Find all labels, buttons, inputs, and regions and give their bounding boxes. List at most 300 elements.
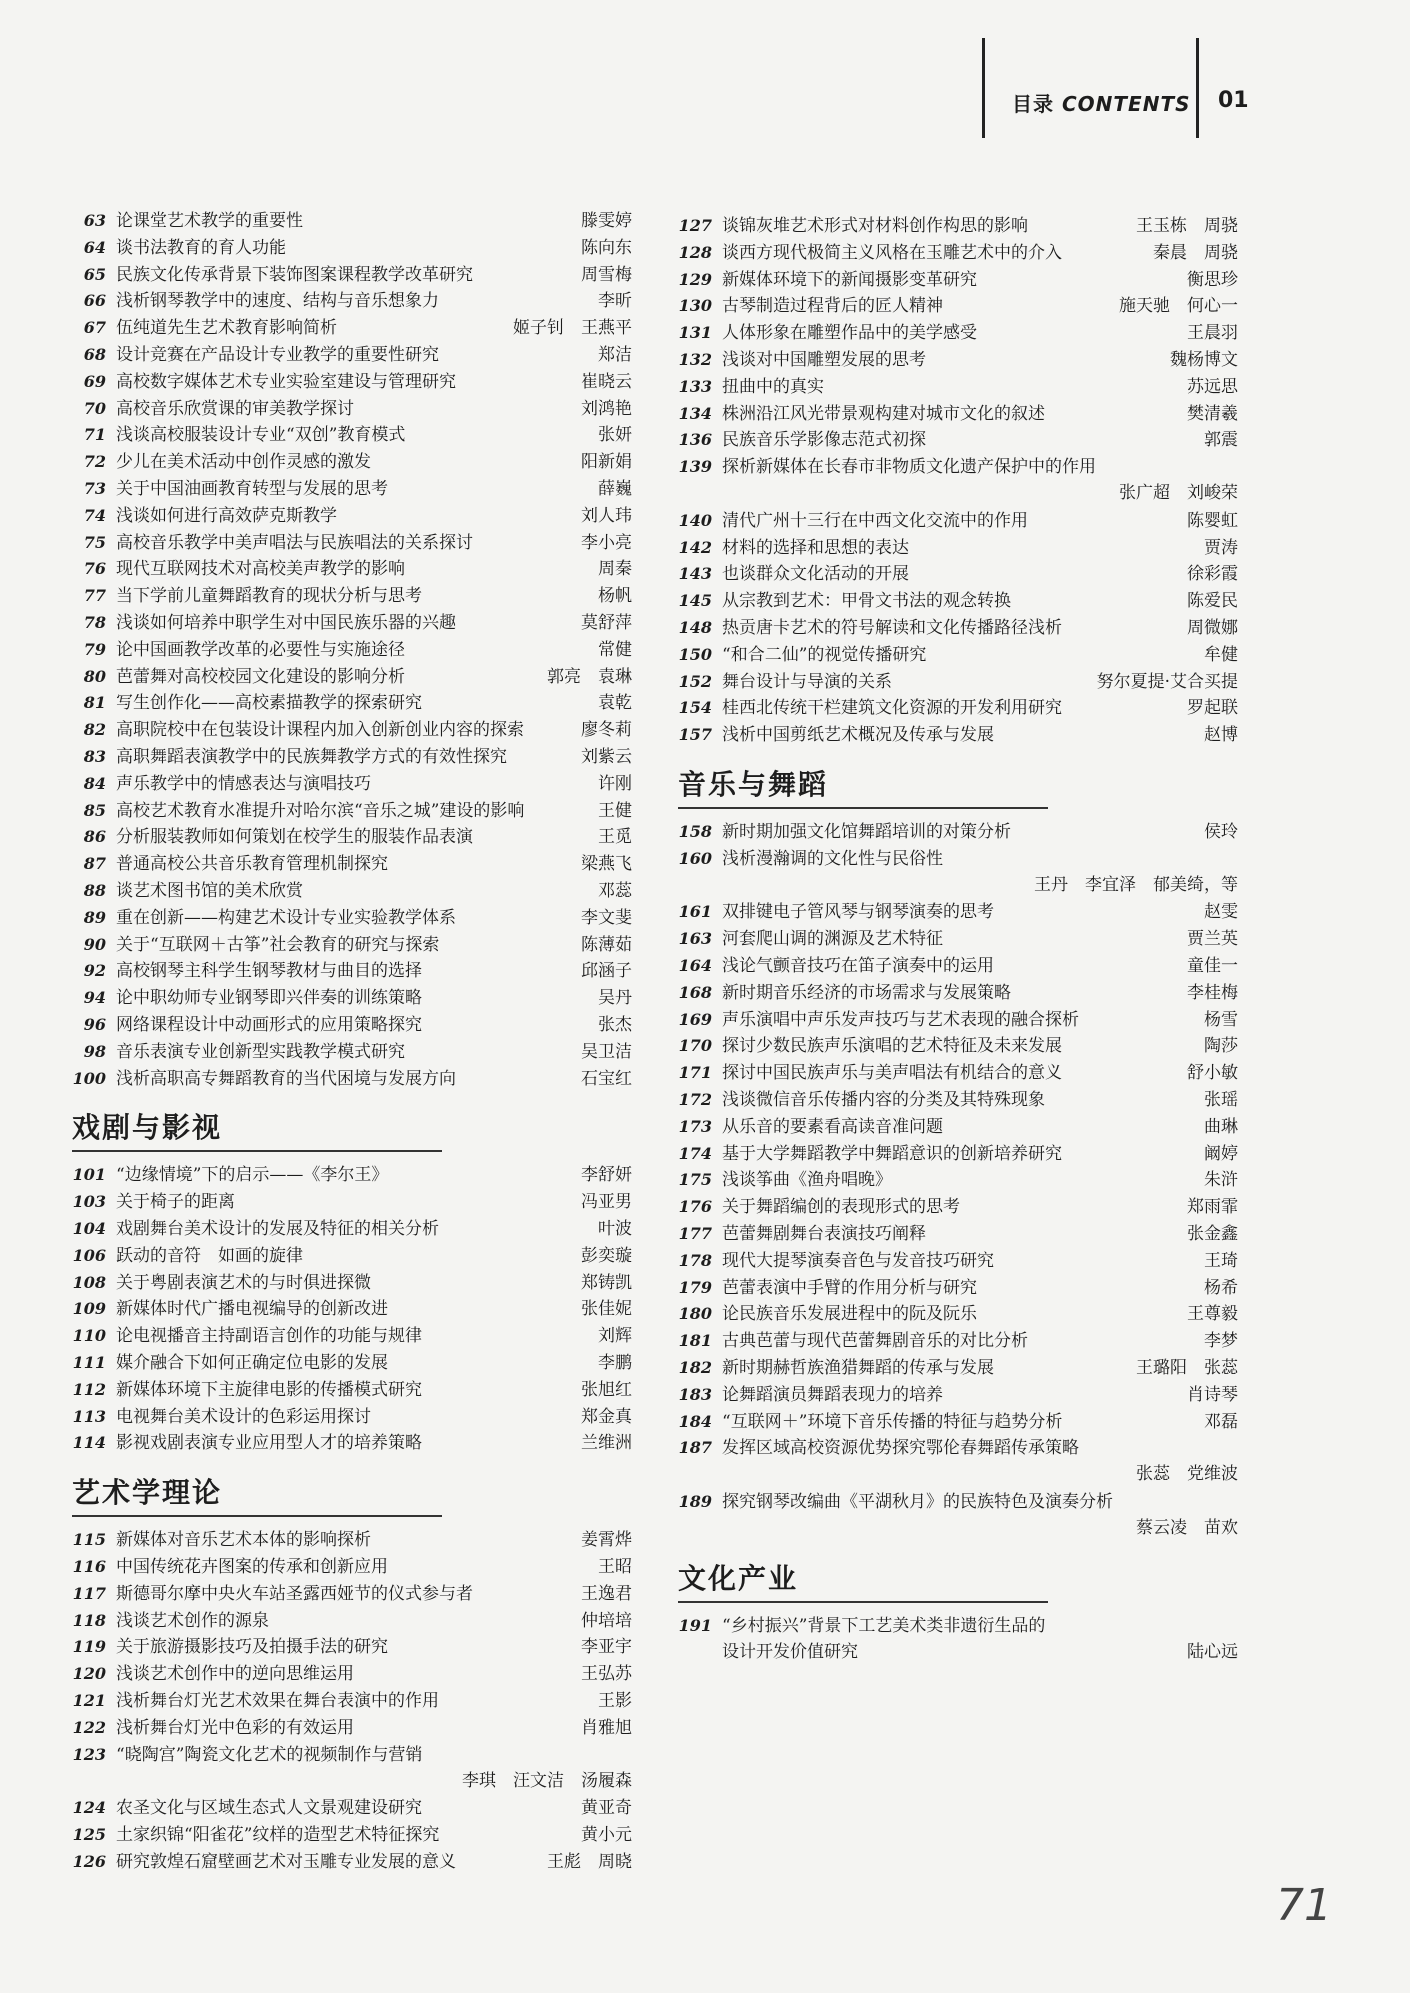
toc-page-number: 117: [72, 1583, 106, 1603]
toc-author: 罗起联: [1187, 698, 1238, 719]
toc-author: 李舒妍: [581, 1165, 632, 1186]
toc-title: 论课堂艺术教学的重要性: [116, 211, 303, 231]
toc-author: 舒小敏: [1187, 1063, 1238, 1084]
toc-title: 斯德哥尔摩中央火车站圣露西娅节的仪式参与者: [116, 1583, 473, 1604]
toc-entry: [678, 1409, 1238, 1435]
toc-title: 桂西北传统干栏建筑文化资源的开发利用研究: [722, 698, 1062, 719]
header-title-en: CONTENTS: [1062, 92, 1191, 116]
toc-title: 论民族音乐发展进程中的阮及阮乐: [722, 1304, 977, 1325]
toc-entry: [72, 1715, 632, 1741]
toc-page-number: 154: [678, 698, 712, 718]
toc-page-number: 113: [72, 1406, 106, 1426]
toc-page-number: 169: [678, 1009, 712, 1029]
toc-entry: [678, 1221, 1238, 1247]
toc-author: 许刚: [598, 773, 632, 794]
toc-title: 新时期赫哲族渔猎舞蹈的传承与发展: [722, 1358, 994, 1378]
toc-entry: [72, 342, 632, 368]
toc-page-number: 96: [83, 1015, 106, 1034]
toc-entry: [72, 1527, 632, 1553]
toc-title: 也谈群众文化活动的开展: [722, 564, 909, 585]
toc-entry: [72, 1554, 632, 1580]
toc-author: 莫舒萍: [581, 613, 632, 633]
toc-title: 浅析钢琴教学中的速度、结构与音乐想象力: [116, 291, 439, 312]
toc-entry: [72, 503, 632, 529]
toc-page-number: 176: [678, 1197, 712, 1217]
toc-entry: [678, 1489, 1238, 1541]
toc-entry: [678, 267, 1238, 293]
toc-author: 李文斐: [581, 907, 632, 928]
toc-title: 探析新媒体在长春市非物质文化遗产保护中的作用: [722, 457, 1096, 478]
toc-title: 电视舞台美术设计的色彩运用探讨: [116, 1406, 371, 1427]
toc-page-number: 189: [678, 1492, 712, 1511]
toc-entry: [678, 347, 1238, 373]
toc-author: 薛巍: [598, 479, 632, 499]
toc-entry: [72, 1581, 632, 1607]
toc-author: 黄亚奇: [581, 1798, 632, 1819]
toc-title: 写生创作化——高校素描教学的探索研究: [116, 693, 422, 714]
toc-title: 关于“互联网＋古筝”社会教育的研究与探索: [116, 934, 440, 955]
toc-title: 伍纯道先生艺术教育影响简析: [116, 318, 337, 339]
toc-entry: [72, 824, 632, 850]
toc-entry: [678, 1060, 1238, 1086]
toc-entry: [72, 1350, 632, 1376]
toc-entry: [678, 374, 1238, 400]
toc-author: 周秦: [598, 559, 632, 580]
toc-title: 古琴制造过程背后的匠人精神: [722, 296, 943, 317]
toc-title: 新媒体环境下主旋律电影的传播模式研究: [116, 1379, 422, 1400]
toc-entry: [72, 315, 632, 341]
toc-page-number: 157: [678, 725, 712, 745]
header-divider-left: [982, 38, 985, 138]
toc-entry: [678, 427, 1238, 453]
toc-title: 论中职幼师专业钢琴即兴伴奏的训练策略: [116, 988, 422, 1009]
toc-page-number: 77: [83, 586, 106, 606]
toc-title: 论舞蹈演员舞蹈表现力的培养: [722, 1384, 943, 1405]
toc-title: 关于舞蹈编创的表现形式的思考: [722, 1197, 960, 1218]
toc-entry: [678, 1435, 1238, 1487]
toc-author: 彭奕璇: [581, 1245, 632, 1266]
toc-title: 中国传统花卉图案的传承和创新应用: [116, 1557, 388, 1577]
section-heading: [72, 1471, 442, 1517]
toc-entry: [72, 744, 632, 770]
header-page-number: 01: [1218, 88, 1249, 113]
toc-author: 牟健: [1204, 644, 1238, 665]
toc-author: 阳新娟: [581, 452, 632, 473]
toc-entry: [72, 1742, 632, 1794]
toc-entry: [678, 1613, 1238, 1665]
toc-title: 音乐表演专业创新型实践教学模式研究: [116, 1041, 405, 1062]
toc-title: 高校数字媒体艺术专业实验室建设与管理研究: [116, 371, 456, 392]
toc-author: 叶波: [598, 1219, 632, 1239]
toc-entry: [72, 1323, 632, 1349]
toc-page-number: 161: [678, 902, 712, 922]
toc-author: 李昕: [598, 291, 632, 312]
toc-title: 谈书法教育的育人功能: [116, 237, 286, 258]
toc-page-number: 123: [72, 1744, 106, 1764]
toc-title: 浅论气颤音技巧在笛子演奏中的运用: [722, 956, 994, 976]
toc-author: 张蕊 党维波: [1136, 1464, 1238, 1485]
toc-entry: [678, 508, 1238, 534]
toc-entry: [678, 1141, 1238, 1167]
toc-page-number: 128: [678, 242, 712, 262]
toc-entry: [72, 476, 632, 502]
toc-entry: [72, 1039, 632, 1065]
toc-author: 陶莎: [1204, 1036, 1238, 1057]
toc-author: 吴丹: [598, 988, 632, 1009]
toc-entry: [72, 1189, 632, 1215]
toc-title: “边缘情境”下的启示——《李尔王》: [116, 1165, 389, 1186]
toc-page-number: 168: [678, 982, 712, 1002]
toc-title: 浅谈筝曲《渔舟唱晚》: [722, 1170, 892, 1191]
toc-author: 杨雪: [1204, 1009, 1238, 1030]
toc-title-continued: 设计开发价值研究: [722, 1641, 858, 1662]
toc-page-number: 94: [83, 988, 106, 1008]
toc-page-number: 86: [83, 827, 106, 847]
toc-entry: [678, 588, 1238, 614]
toc-title: 扭曲中的真实: [722, 376, 824, 397]
toc-author: 陈向东: [581, 237, 632, 258]
toc-author: 王觅: [598, 827, 632, 848]
toc-entry: [72, 262, 632, 288]
toc-author: 张杰: [598, 1015, 632, 1035]
toc-title: 设计竞赛在产品设计专业教学的重要性研究: [116, 345, 439, 365]
toc-author: 刘辉: [598, 1326, 632, 1347]
toc-entry: [72, 1430, 632, 1456]
toc-entry: [72, 1066, 632, 1092]
toc-entry: [678, 1033, 1238, 1059]
toc-page-number: 111: [72, 1353, 106, 1372]
toc-page-number: 136: [678, 430, 712, 450]
toc-entry: [72, 1296, 632, 1322]
toc-title: 农圣文化与区域生态式人文景观建设研究: [116, 1798, 422, 1819]
toc-title: “和合二仙”的视觉传播研究: [722, 644, 927, 665]
toc-page-number: 158: [678, 822, 712, 841]
toc-entry: [678, 1167, 1238, 1193]
toc-title: 河套爬山调的渊源及艺术特征: [722, 929, 943, 950]
toc-entry: [72, 771, 632, 797]
toc-page-number: 133: [678, 376, 712, 396]
toc-page-number: 142: [678, 537, 712, 557]
toc-author: 李亚宇: [581, 1637, 632, 1658]
toc-title: 跃动的音符 如画的旋律: [116, 1245, 303, 1266]
toc-page-number: 182: [678, 1358, 712, 1377]
toc-author: 黄小元: [581, 1825, 632, 1845]
toc-author: 朱浒: [1204, 1170, 1238, 1191]
toc-page-number: 114: [72, 1433, 106, 1453]
toc-page-number: 83: [83, 747, 106, 766]
toc-page-number: 181: [678, 1331, 712, 1351]
toc-page-number: 80: [83, 666, 106, 686]
toc-page-number: 175: [678, 1170, 712, 1190]
toc-entry: [678, 293, 1238, 319]
toc-title: 发挥区域高校资源优势探究鄂伦春舞蹈传承策略: [722, 1438, 1079, 1459]
toc-page-number: 89: [83, 907, 106, 927]
handwritten-page-note: 71: [1276, 1880, 1332, 1931]
toc-author: 李小亮: [581, 532, 632, 553]
toc-author: 张瑶: [1204, 1090, 1238, 1110]
section-heading: [72, 1106, 442, 1152]
toc-author: 王影: [598, 1691, 632, 1711]
toc-entry: [72, 1688, 632, 1714]
header-title-cn: 目录: [1012, 92, 1054, 116]
toc-entry: [678, 695, 1238, 721]
toc-entry: [72, 1377, 632, 1403]
toc-entry: [678, 1328, 1238, 1354]
toc-page-number: 130: [678, 296, 712, 316]
toc-title: 高校钢琴主科学生钢琴教材与曲目的选择: [116, 961, 422, 982]
toc-page-number: 134: [678, 403, 712, 423]
toc-page-number: 120: [72, 1664, 106, 1684]
toc-title: 浅谈艺术创作的源泉: [116, 1610, 269, 1631]
toc-page-number: 110: [72, 1326, 106, 1346]
section-heading-label: 艺术学理论: [72, 1476, 223, 1510]
toc-title: 浅析漫瀚调的文化性与民俗性: [722, 848, 943, 869]
toc-entry: [72, 878, 632, 904]
toc-author: 王玉栋 周骁: [1136, 216, 1238, 236]
toc-page-number: 63: [83, 211, 106, 230]
toc-page-number: 64: [83, 237, 106, 257]
toc-entry: [678, 561, 1238, 587]
toc-page-number: 183: [678, 1384, 712, 1404]
section-heading-label: 音乐与舞蹈: [678, 768, 829, 801]
toc-page-number: 122: [72, 1717, 106, 1737]
toc-page-number: 82: [83, 720, 106, 740]
toc-author: 梁燕飞: [581, 854, 632, 875]
toc-entry: [72, 851, 632, 877]
toc-title: “乡村振兴”背景下工艺美术类非遗衍生品的: [722, 1615, 1046, 1636]
section-heading-rule: [678, 807, 1048, 809]
toc-title: 株洲沿江风光带景观构建对城市文化的叙述: [722, 403, 1045, 424]
toc-title: 芭蕾表演中手臂的作用分析与研究: [722, 1277, 977, 1298]
toc-author: 郑洁: [598, 345, 632, 365]
toc-title: 关于粤剧表演艺术的与时俱进探微: [116, 1272, 371, 1293]
toc-page-number: 104: [72, 1219, 106, 1238]
toc-title: 现代互联网技术对高校美声教学的影响: [116, 559, 405, 580]
toc-author: 李梦: [1204, 1331, 1238, 1352]
toc-page-number: 171: [678, 1063, 712, 1083]
toc-author: 王弘苏: [581, 1664, 632, 1685]
toc-title: 高职舞蹈表演教学中的民族舞教学方式的有效性探究: [116, 747, 507, 767]
toc-page-number: 87: [83, 854, 106, 874]
toc-page-number: 150: [678, 644, 712, 664]
toc-author: 肖雅旭: [581, 1717, 632, 1738]
toc-author: 陆心远: [1187, 1641, 1238, 1662]
toc-entry: [678, 953, 1238, 979]
toc-title: 探究钢琴改编曲《平湖秋月》的民族特色及演奏分析: [722, 1492, 1113, 1512]
toc-author: 童佳一: [1187, 956, 1238, 976]
toc-page-number: 72: [83, 452, 106, 472]
toc-author: 仲培培: [581, 1610, 632, 1631]
toc-author: 侯玲: [1204, 822, 1238, 842]
toc-title: 浅析舞台灯光艺术效果在舞台表演中的作用: [116, 1691, 439, 1711]
toc-page-number: 69: [83, 371, 106, 391]
header-title: [1012, 88, 1191, 117]
toc-title: 从乐音的要素看高读音准问题: [722, 1116, 943, 1137]
toc-title: 浅谈对中国雕塑发展的思考: [722, 350, 926, 370]
toc-title: “晓陶宫”陶瓷文化艺术的视频制作与营销: [116, 1744, 423, 1765]
toc-page-number: 126: [72, 1851, 106, 1871]
toc-title: 浅析舞台灯光中色彩的有效运用: [116, 1717, 354, 1738]
toc-page-number: 140: [678, 510, 712, 530]
toc-title: 热贡唐卡艺术的符号解读和文化传播路径浅析: [722, 618, 1062, 638]
toc-author: 冯亚男: [581, 1192, 632, 1213]
toc-page-number: 118: [72, 1610, 106, 1630]
toc-author: 王晨羽: [1187, 323, 1238, 344]
toc-author: 郑金真: [581, 1406, 632, 1427]
toc-entry: [72, 717, 632, 743]
toc-page-number: 85: [83, 800, 106, 820]
toc-page-number: 132: [678, 350, 712, 369]
section-heading-label: 文化产业: [678, 1561, 799, 1595]
toc-page-number: 121: [72, 1691, 106, 1710]
toc-title: 清代广州十三行在中西文化交流中的作用: [722, 510, 1028, 531]
toc-entry: [678, 454, 1238, 506]
toc-title: 探讨中国民族声乐与美声唱法有机结合的意义: [722, 1063, 1062, 1084]
toc-page-number: 180: [678, 1304, 712, 1324]
toc-author: 郭震: [1204, 430, 1238, 451]
toc-title: 关于椅子的距离: [116, 1192, 235, 1213]
toc-author: 张妍: [598, 425, 632, 446]
toc-title: 新媒体时代广播电视编导的创新改进: [116, 1299, 388, 1320]
header-divider-right: [1196, 38, 1199, 138]
toc-title: 浅析高职高专舞蹈教育的当代困境与发展方向: [116, 1068, 456, 1089]
toc-page-number: 88: [83, 881, 106, 900]
toc-title: 基于大学舞蹈教学中舞蹈意识的创新培养研究: [722, 1143, 1062, 1164]
toc-page-number: 129: [678, 269, 712, 289]
toc-title: 浅谈如何培养中职学生对中国民族乐器的兴趣: [116, 613, 456, 633]
toc-title: 新时期加强文化馆舞蹈培训的对策分析: [722, 822, 1011, 842]
toc-author: 杨希: [1204, 1277, 1238, 1298]
toc-entry: [678, 320, 1238, 346]
toc-author: 滕雯婷: [581, 211, 632, 231]
toc-entry: [72, 1608, 632, 1634]
toc-page-number: 164: [678, 956, 712, 975]
toc-entry: [72, 958, 632, 984]
toc-page-number: 179: [678, 1277, 712, 1297]
toc-title: 高职院校中在包装设计课程内加入创新创业内容的探索: [116, 720, 524, 741]
toc-title: 媒介融合下如何正确定位电影的发展: [116, 1353, 388, 1373]
toc-author: 魏杨博文: [1170, 350, 1238, 370]
toc-author: 邱涵子: [581, 961, 632, 982]
toc-entry: [72, 985, 632, 1011]
toc-title: 古典芭蕾与现代芭蕾舞剧音乐的对比分析: [722, 1331, 1028, 1352]
toc-entry: [72, 905, 632, 931]
toc-title: 新时期音乐经济的市场需求与发展策略: [722, 982, 1011, 1003]
toc-author: 常健: [598, 639, 632, 660]
toc-title: 声乐教学中的情感表达与演唱技巧: [116, 773, 371, 794]
toc-entry: [678, 1275, 1238, 1301]
toc-page-number: 178: [678, 1250, 712, 1270]
toc-page-number: 174: [678, 1143, 712, 1163]
toc-entry: [72, 369, 632, 395]
toc-author: 吴卫洁: [581, 1041, 632, 1062]
toc-author: 陈爱民: [1187, 591, 1238, 612]
toc-author: 秦晨 周骁: [1153, 242, 1238, 263]
toc-entry: [678, 1248, 1238, 1274]
toc-entry: [678, 1382, 1238, 1408]
toc-entry: [678, 535, 1238, 561]
toc-title: 关于旅游摄影技巧及拍摄手法的研究: [116, 1637, 388, 1658]
toc-page-number: 152: [678, 671, 712, 691]
toc-page-number: 81: [83, 693, 106, 713]
toc-page-number: 184: [678, 1411, 712, 1431]
toc-entry: [678, 722, 1238, 748]
toc-title: 戏剧舞台美术设计的发展及特征的相关分析: [116, 1219, 439, 1239]
toc-entry: [72, 637, 632, 663]
toc-author: 姜霄烨: [581, 1530, 632, 1551]
toc-title: 重在创新——构建艺术设计专业实验教学体系: [116, 907, 456, 928]
toc-title: 芭蕾舞对高校校园文化建设的影响分析: [116, 666, 405, 687]
toc-author: 徐彩霞: [1187, 564, 1238, 585]
toc-page-number: 66: [83, 291, 106, 311]
toc-page-number: 67: [83, 318, 106, 338]
toc-author: 张旭红: [581, 1379, 632, 1400]
toc-author: 贾涛: [1204, 537, 1238, 558]
toc-title: 少儿在美术活动中创作灵感的激发: [116, 452, 371, 473]
toc-title: 土家织锦“阳雀花”纹样的造型艺术特征探究: [116, 1825, 440, 1845]
toc-entry: [72, 1216, 632, 1242]
toc-page-number: 65: [83, 264, 106, 284]
toc-entry: [72, 1243, 632, 1269]
toc-title: 双排键电子管风琴与钢琴演奏的思考: [722, 902, 994, 923]
toc-title: 浅析中国剪纸艺术概况及传承与发展: [722, 725, 994, 746]
toc-entry: [678, 1114, 1238, 1140]
toc-title: 浅谈艺术创作中的逆向思维运用: [116, 1664, 354, 1685]
toc-title: 声乐演唱中声乐发声技巧与艺术表现的融合探析: [722, 1009, 1079, 1030]
toc-title: 芭蕾舞剧舞台表演技巧阐释: [722, 1224, 926, 1244]
toc-page-number: 143: [678, 564, 712, 584]
toc-author: 王璐阳 张蕊: [1136, 1358, 1238, 1378]
toc-title: 高校音乐欣赏课的审美教学探讨: [116, 398, 354, 419]
toc-title: 浅谈如何进行高效萨克斯教学: [116, 505, 337, 526]
toc-page-number: 68: [83, 345, 106, 364]
toc-page-number: 108: [72, 1272, 106, 1292]
toc-entry: [678, 401, 1238, 427]
toc-author: 王彪 周晓: [547, 1851, 632, 1872]
toc-title: 当下学前儿童舞蹈教育的现状分析与思考: [116, 586, 422, 607]
section-heading-rule: [678, 1601, 1048, 1603]
toc-page-number: 92: [83, 961, 106, 981]
toc-entry: [678, 240, 1238, 266]
toc-title: 谈西方现代极简主义风格在玉雕艺术中的介入: [722, 242, 1062, 263]
toc-page-number: 101: [72, 1165, 106, 1185]
toc-entry: [72, 208, 632, 234]
toc-author: 刘鸿艳: [581, 398, 632, 419]
toc-author: 衡思珍: [1187, 269, 1238, 290]
toc-entry: [72, 288, 632, 314]
toc-author: 陈薄茹: [581, 934, 632, 955]
toc-author: 刘人玮: [581, 505, 632, 526]
toc-author: 李桂梅: [1187, 982, 1238, 1003]
toc-entry: [72, 1849, 632, 1875]
toc-page-number: 160: [678, 848, 712, 868]
toc-author: 肖诗琴: [1187, 1384, 1238, 1405]
toc-author: 崔晓云: [581, 371, 632, 392]
toc-author: 王昭: [598, 1557, 632, 1577]
toc-page-number: 78: [83, 613, 106, 632]
toc-author: 王逸君: [581, 1583, 632, 1604]
toc-entry: [678, 1007, 1238, 1033]
toc-page-number: 124: [72, 1798, 106, 1818]
toc-author: 陈婴虹: [1187, 510, 1238, 531]
section-heading-label: 戏剧与影视: [72, 1111, 223, 1145]
toc-page-number: 75: [83, 532, 106, 552]
toc-page-number: 103: [72, 1192, 106, 1212]
toc-page-number: 112: [72, 1379, 106, 1399]
toc-title: 人体形象在雕塑作品中的美学感受: [722, 323, 977, 344]
toc-title: 民族文化传承背景下装饰图案课程教学改革研究: [116, 264, 473, 285]
toc-page-number: 187: [678, 1438, 712, 1458]
